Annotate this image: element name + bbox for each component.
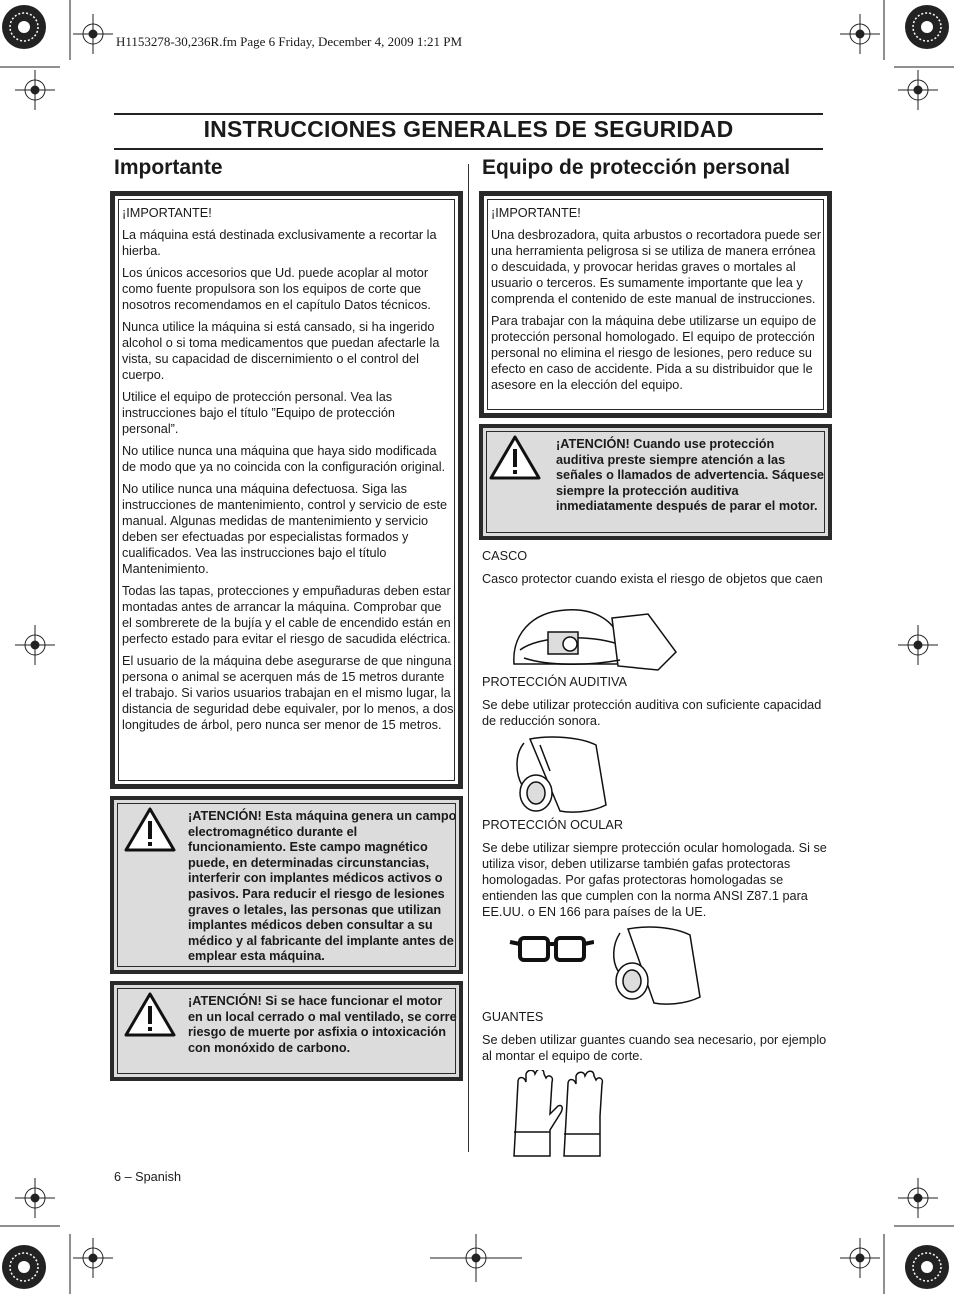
paragraph: Una desbrozadora, quita arbustos o recortadora puede ser una herramienta peligrosa si se utiliza de manera errónea o descuidada, y provocar heridas graves o mortales al usuario o terceros. Es sumamente importante que lea y comprenda el contenido de este manual de instrucciones. (491, 228, 822, 306)
important-label: ¡IMPORTANTE! (491, 206, 581, 220)
section-head-auditiva: PROTECCIÓN AUDITIVA (482, 675, 627, 689)
warning-triangle-icon (489, 434, 541, 480)
paragraph: Los únicos accesorios que Ud. puede acoplar al motor como fuente propulsora son los equipos de corte que nosotros recomendamos en el capítulo Datos técnicos. (122, 266, 431, 312)
page-title: INSTRUCCIONES GENERALES DE SEGURIDAD (203, 116, 734, 142)
gloves-icon (508, 1070, 608, 1160)
warning-text-emf: ¡ATENCIÓN! Esta máquina genera un campo electromagnético durante el funcionamiento. Este campo magnético puede, en determinadas circunstancias, interferir con implantes médicos activos o pasivos. Para reducir el riesgo de lesiones graves o letales, las personas que utilizan implantes médicos deben consultar a su médico y al fabricante del implante antes de emplear esta máquina. (188, 809, 457, 964)
paragraph: Para trabajar con la máquina debe utilizarse un equipo de protección personal homologado. El equipo de protección personal no elimina el riesgo de lesiones, pero reduce su efecto en caso de accidente. Pida a su distribuidor que le asesore en la elección del equipo. (491, 314, 817, 392)
left-heading: Importante (114, 156, 223, 179)
paragraph: Nunca utilice la máquina si está cansado, si ha ingerido alcohol o si toma medicamentos que puedan afectarle la vista, su capacidad de discernimiento o el control del cuerpo. (122, 320, 440, 382)
warning-triangle-icon (124, 806, 176, 852)
paragraph: El usuario de la máquina debe asegurarse de que ninguna persona o animal se acerquen más de 15 metros durante el trabajo. Si varios usuarios trabajan en el mismo lugar, la distancia de seguridad debe equivaler, por lo menos, a dos longitudes de árbol, pero nunca ser menor de 15 metros. (122, 654, 454, 732)
section-body-ocular: Se debe utilizar siempre protección ocular homologada. Si se utiliza visor, deben utilizarse también gafas protectoras homologadas. Por gafas protectoras homologadas se entienden las que cumplen con la norma ANSI Z87.1 para EE.UU. o EN 166 para países de la UE. (482, 841, 827, 919)
ear-protection-icon (510, 735, 610, 815)
paragraph: La máquina está destinada exclusivamente a recortar la hierba. (122, 228, 437, 258)
title-rule-bottom (114, 148, 823, 150)
warning-text-hearing: ¡ATENCIÓN! Cuando use protección auditiva preste siempre atención a las señales o llamados de advertencia. Sáquese siempre la protección auditiva inmediatamente después de parar el motor. (556, 437, 824, 514)
helmet-icon (508, 606, 683, 672)
section-head-ocular: PROTECCIÓN OCULAR (482, 818, 623, 832)
section-head-guantes: GUANTES (482, 1010, 544, 1024)
warning-triangle-icon (124, 991, 176, 1037)
warning-box-emf (110, 796, 463, 974)
file-header: H1153278-30,236R.fm Page 6 Friday, December 4, 2009 1:21 PM (116, 34, 463, 49)
paragraph: No utilice nunca una máquina defectuosa. Siga las instrucciones de mantenimiento, control y servicio de este manual. Algunas medidas de mantenimiento y servicio deben ser efectuadas por especialistas formados y cualificados. Vea las instrucciones bajo el título Mantenimiento. (122, 482, 448, 576)
warning-box-hearing (479, 424, 832, 540)
title-rule-top (114, 113, 823, 115)
important-label: ¡IMPORTANTE! (122, 206, 212, 220)
page-footer: 6 – Spanish (114, 1170, 182, 1184)
paragraph: Todas las tapas, protecciones y empuñaduras deben estar montadas antes de arrancar la máquina. Comprobar que el sombrerete de la bujía y el cable de encendido están en perfecto estado para evitar el riesgo de sacudida eléctrica. (122, 584, 451, 646)
section-head-casco: CASCO (482, 549, 528, 563)
column-divider (468, 164, 469, 1152)
paragraph: Utilice el equipo de protección personal. Vea las instrucciones bajo el título ”Equipo de protección personal”. (122, 390, 395, 436)
warning-text-co: ¡ATENCIÓN! Si se hace funcionar el motor en un local cerrado o mal ventilado, se corre riesgo de muerte por asfixia o intoxicación con monóxido de carbono. (188, 994, 457, 1055)
important-box-right (479, 191, 832, 418)
section-body-auditiva: Se debe utilizar protección auditiva con suficiente capacidad de reducción sonora. (482, 698, 822, 728)
warning-box-co (110, 981, 463, 1081)
section-body-guantes: Se deben utilizar guantes cuando sea necesario, por ejemplo al montar el equipo de corte. (482, 1033, 827, 1063)
section-body-casco: Casco protector cuando exista el riesgo de objetos que caen (482, 572, 823, 586)
paragraph: No utilice nunca una máquina que haya sido modificada de modo que ya no coincida con la configuración original. (122, 444, 446, 474)
visor-ear-protection-icon (604, 925, 704, 1007)
important-box-left (110, 191, 463, 789)
right-heading: Equipo de protección personal (482, 156, 791, 179)
safety-glasses-icon (508, 930, 594, 970)
